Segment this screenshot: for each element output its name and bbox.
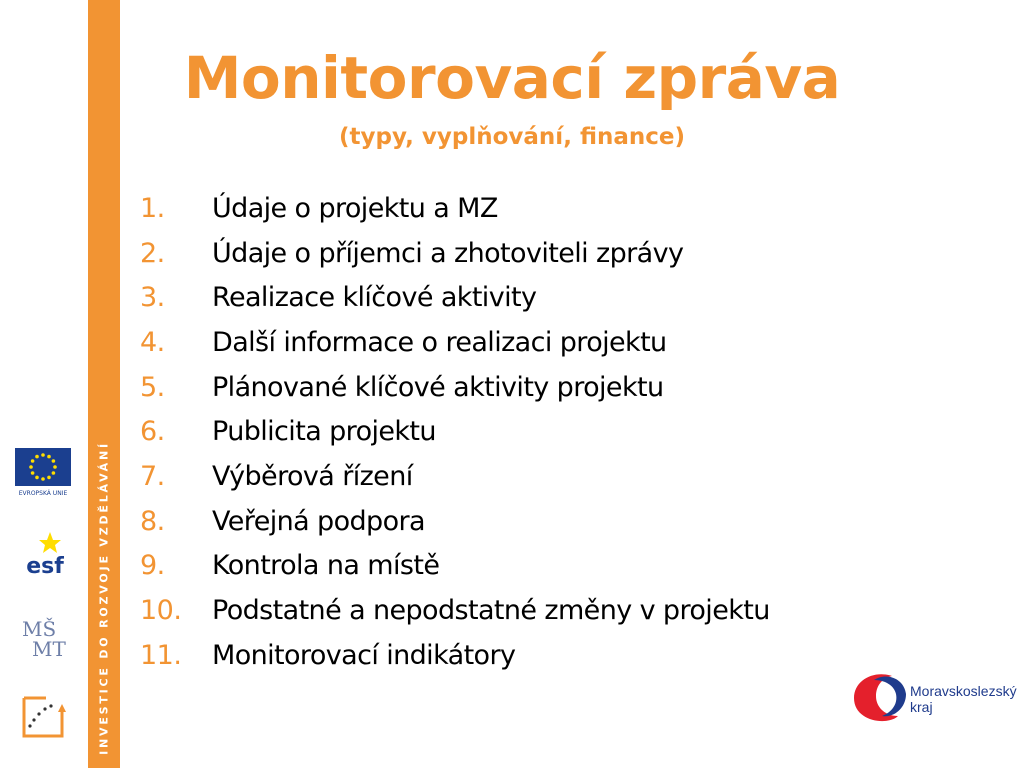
esf-wordmark: esf: [26, 554, 64, 578]
list-item: [140, 499, 770, 544]
list-text: Publicita projektu: [212, 416, 436, 448]
list-item: [140, 454, 770, 499]
slide-title: Monitorovací zpráva: [183, 44, 841, 112]
list-item: [140, 275, 770, 320]
region-name-line1: Moravskoslezský: [910, 683, 1017, 699]
msmt-logo-icon: [18, 616, 74, 660]
eu-flag-icon: [14, 448, 72, 498]
list-number: 11.: [140, 639, 182, 671]
eu-caption: EVROPSKÁ UNIE: [18, 490, 68, 497]
list-item: [140, 588, 770, 633]
list-number: 4.: [140, 326, 165, 358]
list-item: [140, 633, 770, 678]
list-number: 7.: [140, 460, 165, 492]
list-item: [140, 409, 770, 454]
topic-list: [140, 186, 770, 678]
list-item: [140, 186, 770, 231]
msmt-text-bottom: MT: [32, 637, 66, 660]
op-vk-logo-icon: [16, 692, 70, 742]
list-text: Veřejná podpora: [212, 505, 425, 537]
list-text: Kontrola na místě: [212, 550, 440, 582]
list-item: [140, 320, 770, 365]
list-number: 2.: [140, 237, 165, 269]
slide-subtitle: (typy, vyplňování, finance): [339, 124, 685, 150]
list-number: 3.: [140, 282, 165, 314]
list-text: Realizace klíčové aktivity: [212, 282, 537, 314]
list-number: 9.: [140, 550, 165, 582]
list-text: Údaje o příjemci a zhotoviteli zprávy: [212, 237, 684, 269]
list-text: Výběrová řízení: [212, 460, 413, 492]
side-caption: INVESTICE DO ROZVOJE VZDĚLÁVÁNÍ: [97, 441, 111, 755]
list-number: 10.: [140, 595, 182, 627]
list-text: Podstatné a nepodstatné změny v projektu: [212, 595, 770, 627]
region-name-line2: kraj: [910, 699, 933, 715]
msmt-text-top: MŠ: [22, 617, 57, 641]
list-number: 8.: [140, 505, 165, 537]
list-number: 6.: [140, 416, 165, 448]
list-item: [140, 365, 770, 410]
list-text: Další informace o realizaci projektu: [212, 326, 667, 358]
list-number: 1.: [140, 192, 165, 224]
list-item: [140, 231, 770, 276]
list-text: Monitorovací indikátory: [212, 639, 516, 671]
msk-region-icon: [848, 668, 1018, 728]
list-number: 5.: [140, 371, 165, 403]
list-item: [140, 544, 770, 589]
esf-logo-icon: [20, 530, 70, 578]
list-text: Plánované klíčové aktivity projektu: [212, 371, 664, 403]
list-text: Údaje o projektu a MZ: [212, 192, 498, 224]
